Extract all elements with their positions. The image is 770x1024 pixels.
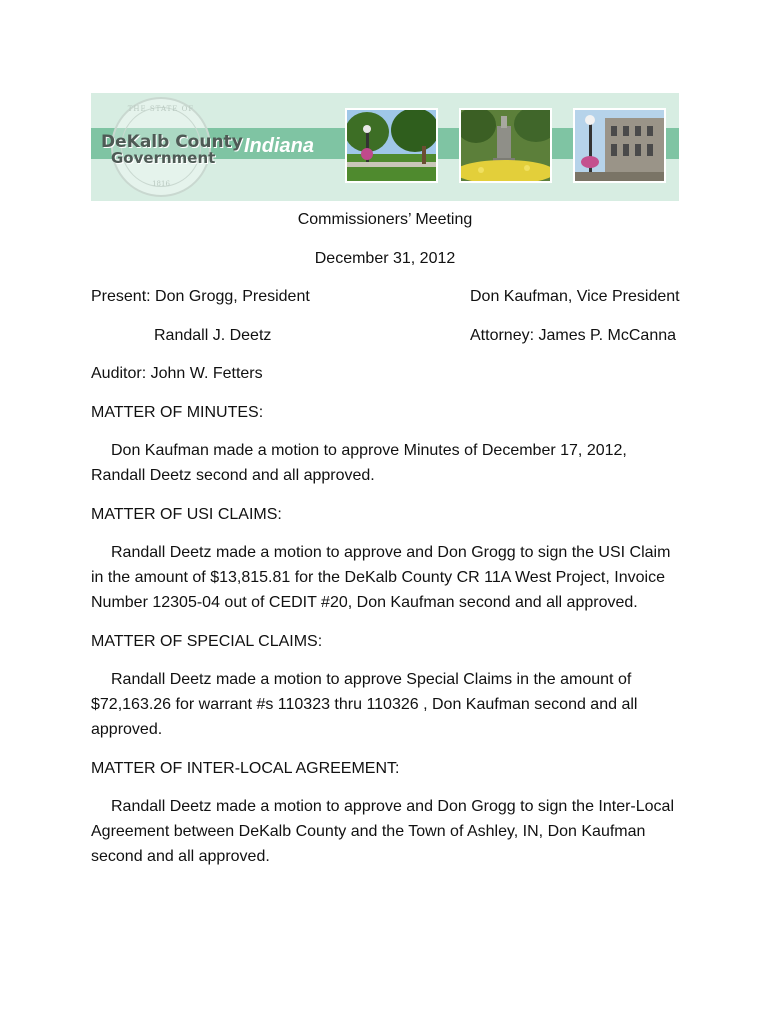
meeting-title: Commissioners’ Meeting <box>297 211 473 228</box>
state-name: Indiana <box>244 135 315 157</box>
park-photo <box>345 108 438 183</box>
section-heading: MATTER OF USI CLAIMS: <box>91 506 282 523</box>
section-body: Don Kaufman made a motion to approve Minutes of December 17, 2012, Randall Deetz second and all approved. <box>91 442 627 484</box>
section-body: Randall Deetz made a motion to approve and Don Grogg to sign the USI Claim in the amount of $13,815.81 for the DeKalb County CR 11A West Project, Invoice Number 12305-04 out of CEDIT #20, Don Kaufman second and all approved. <box>91 544 671 611</box>
present-attorney: Attorney: James P. McCanna <box>470 327 677 344</box>
present-auditor: Auditor: John W. Fetters <box>91 365 263 382</box>
section-body: Randall Deetz made a motion to approve and Don Grogg to sign the Inter-Local Agreement between DeKalb County and the Town of Ashley, IN, Don Kaufman second and all approved. <box>91 798 674 865</box>
section-heading: MATTER OF INTER-LOCAL AGREEMENT: <box>91 760 400 777</box>
section-body: Randall Deetz made a motion to approve Special Claims in the amount of $72,163.26 for warrant #s 110323 thru 110326 , Don Kaufman second and all approved. <box>91 671 638 738</box>
courthouse-photo <box>573 108 666 183</box>
section-heading: MATTER OF MINUTES: <box>91 404 264 421</box>
present-president: Present: Don Grogg, President <box>91 288 310 305</box>
logo-county: DeKalb County <box>101 132 243 152</box>
logo-government: Government <box>111 149 216 167</box>
monument-photo <box>459 108 552 183</box>
meeting-date: December 31, 2012 <box>314 250 456 267</box>
seal-year: 1816 <box>152 180 170 188</box>
present-vice-president: Don Kaufman, Vice President <box>470 288 680 305</box>
section-heading: MATTER OF SPECIAL CLAIMS: <box>91 633 323 650</box>
seal-text: THE STATE OF <box>127 105 195 113</box>
header-banner <box>91 93 679 201</box>
present-member: Randall J. Deetz <box>154 327 272 344</box>
